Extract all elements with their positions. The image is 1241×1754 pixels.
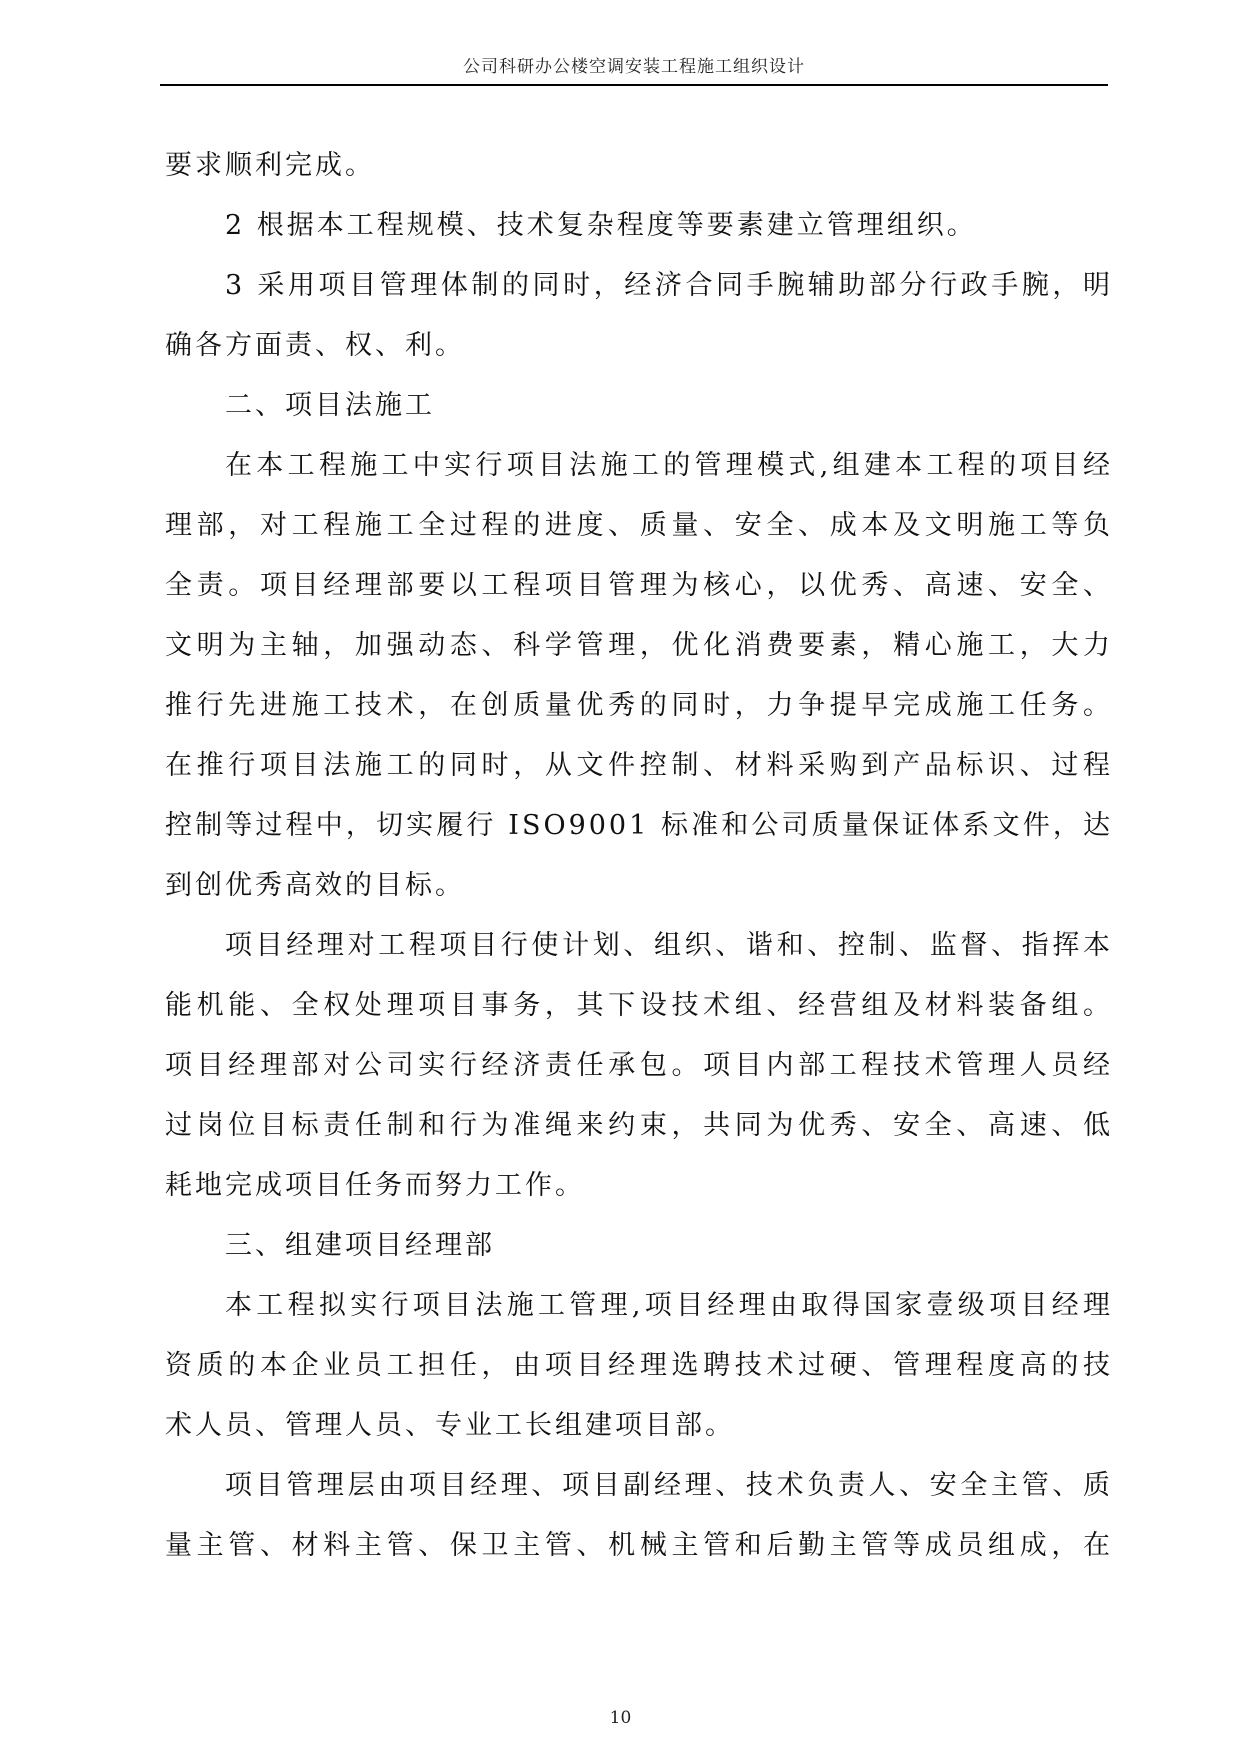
text-line: 确各方面责、权、利。 bbox=[165, 330, 465, 361]
text-line: 能机能、全权处理项目事务，其下设技术组、经营组及材料装备组。 bbox=[165, 990, 1113, 1021]
text-line: 2 根据本工程规模、技术复杂程度等要素建立管理组织。 bbox=[225, 210, 977, 241]
text-line: 3 采用项目管理体制的同时，经济合同手腕辅助部分行政手腕，明 bbox=[225, 270, 1113, 301]
text-line: 资质的本企业员工担任，由项目经理选聘技术过硬、管理程度高的技 bbox=[165, 1350, 1113, 1381]
body-text bbox=[165, 136, 1113, 1576]
text-line: 项目管理层由项目经理、项目副经理、技术负责人、安全主管、质 bbox=[225, 1470, 1113, 1501]
text-line: 过岗位目标责任制和行为准绳来约束，共同为优秀、安全、高速、低 bbox=[165, 1110, 1113, 1141]
text-line: 全责。项目经理部要以工程项目管理为核心，以优秀、高速、安全、 bbox=[165, 570, 1113, 601]
text-line: 项目经理对工程项目行使计划、组织、谐和、控制、监督、指挥本 bbox=[225, 930, 1113, 961]
section-heading: 二、项目法施工 bbox=[225, 390, 435, 421]
text-line: 本工程拟实行项目法施工管理,项目经理由取得国家壹级项目经理 bbox=[225, 1290, 1113, 1321]
text-line: 耗地完成项目任务而努力工作。 bbox=[165, 1170, 585, 1201]
text-line: 推行先进施工技术，在创质量优秀的同时，力争提早完成施工任务。 bbox=[165, 690, 1113, 721]
text-line: 理部，对工程施工全过程的进度、质量、安全、成本及文明施工等负 bbox=[165, 510, 1113, 541]
header-rule bbox=[160, 84, 1108, 86]
page-number: 10 bbox=[609, 1708, 632, 1728]
text-line: 在推行项目法施工的同时，从文件控制、材料采购到产品标识、过程 bbox=[165, 750, 1113, 781]
running-header: 公司科研办公楼空调安装工程施工组织设计 bbox=[463, 57, 805, 77]
text-line: 量主管、材料主管、保卫主管、机械主管和后勤主管等成员组成，在 bbox=[165, 1530, 1113, 1561]
section-heading: 三、组建项目经理部 bbox=[225, 1230, 495, 1261]
text-line: 到创优秀高效的目标。 bbox=[165, 870, 465, 901]
text-line: 项目经理部对公司实行经济责任承包。项目内部工程技术管理人员经 bbox=[165, 1050, 1113, 1081]
text-line: 控制等过程中，切实履行 ISO9001 标准和公司质量保证体系文件，达 bbox=[165, 810, 1113, 841]
text-line: 要求顺利完成。 bbox=[165, 150, 375, 181]
text-line: 在本工程施工中实行项目法施工的管理模式,组建本工程的项目经 bbox=[225, 450, 1113, 481]
text-line: 文明为主轴，加强动态、科学管理，优化消费要素，精心施工，大力 bbox=[165, 630, 1113, 661]
text-line: 术人员、管理人员、专业工长组建项目部。 bbox=[165, 1410, 735, 1441]
